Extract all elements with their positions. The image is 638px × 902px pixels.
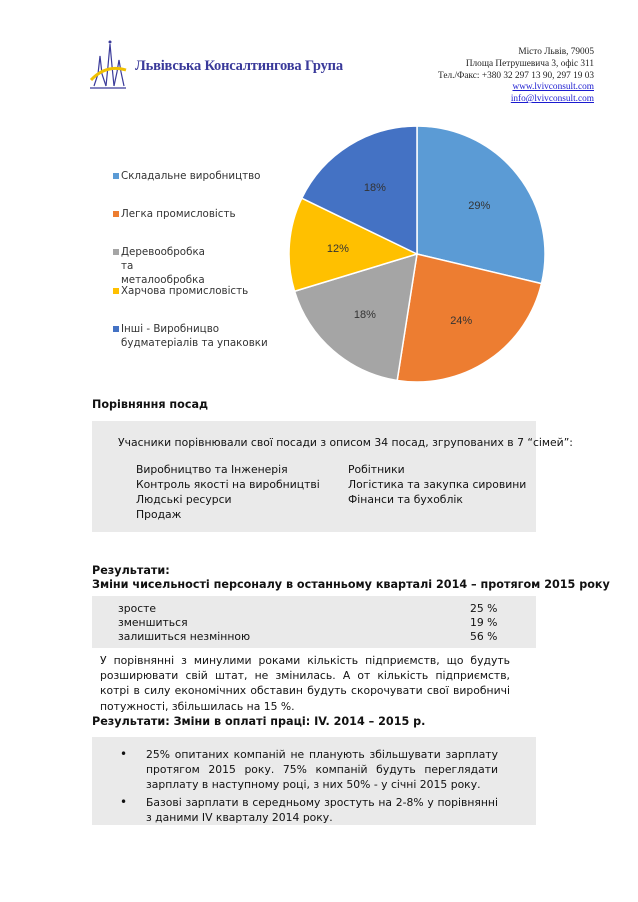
- legend-swatch: [113, 211, 119, 217]
- bullet-icon: •: [120, 794, 128, 809]
- pie-data-label: 29%: [468, 199, 491, 212]
- row-value: 19 %: [470, 616, 498, 629]
- phone-line: Тел./Факс: +380 32 297 13 90, 297 19 03: [438, 70, 594, 81]
- position-family: Робітники: [348, 463, 405, 476]
- legend-swatch: [113, 326, 119, 332]
- position-family: Логістика та закупка сировини: [348, 478, 527, 491]
- row-value: 56 %: [470, 630, 498, 643]
- email-link[interactable]: info@lvivconsult.com: [510, 94, 594, 105]
- list-item: [120, 794, 498, 825]
- headcount-paragraph: У порівнянні з минулими роками кількість підприємств, що будуть розширювати свій штат, не змінилась. А от кількість підприємств, котрі в силу економічних обставин будуть скорочувати свої виробничі потужності, збільшилась на 15 %.: [100, 654, 510, 713]
- results-title: Результати:: [92, 564, 170, 577]
- pie-data-label: 12%: [326, 242, 349, 255]
- pie-data-label: 18%: [363, 181, 386, 194]
- address-line: Площа Петрушевича 3, офіс 311: [465, 58, 594, 69]
- legend-label: Складальне виробництво: [121, 170, 261, 182]
- legend-item: [113, 207, 291, 221]
- legend-item: [113, 169, 291, 183]
- legend-swatch: [113, 288, 119, 294]
- company-name: Львівська Консалтингова Група: [135, 58, 343, 74]
- wages-bullet-list: [106, 747, 574, 827]
- positions-box: [92, 421, 573, 532]
- legend-label: Інші - Виробницво будматеріалів та упаковки: [121, 323, 268, 349]
- positions-intro: Учасники порівнювали свої посади з описом 34 посад, згрупованих в 7 “сімей”:: [118, 436, 573, 449]
- bullet-text: 25% опитаних компаній не планують збільшувати зарплату протягом 2015 року. 75% компаній будуть переглядати зарплату в наступному році, з них 50% - у січні 2015 року.: [146, 748, 498, 792]
- address-line: Місто Львів, 79005: [518, 47, 594, 57]
- contact-block: [438, 47, 594, 106]
- legend-swatch: [113, 249, 119, 255]
- pie-data-label: 24%: [450, 314, 473, 327]
- website-link[interactable]: www.lvivconsult.com: [512, 82, 594, 93]
- pie-data-label: 18%: [353, 308, 376, 321]
- letterhead: [0, 0, 638, 110]
- company-logo-icon: [88, 36, 128, 92]
- section-title-positions: Порівняння посад: [92, 398, 209, 411]
- row-label: зменшиться: [118, 616, 188, 629]
- position-family: Людські ресурси: [136, 493, 232, 506]
- wages-title: Результати: Зміни в оплаті праці: IV. 2014 – 2015 р.: [92, 715, 426, 728]
- bullet-text: Базові зарплати в середньому зростуть на 2-8% у порівнянні з даними IV кварталу 2014 року.: [146, 795, 498, 824]
- position-family: Продаж: [136, 508, 182, 521]
- legend-item: [113, 284, 291, 298]
- position-family: Виробництво та Інженерія: [136, 463, 288, 476]
- position-family: Контроль якості на виробництві: [136, 478, 320, 491]
- bullet-icon: •: [120, 747, 128, 761]
- legend-swatch: [113, 173, 119, 179]
- results-subtitle: Зміни чисельності персоналу в останньому кварталі 2014 – протягом 2015 року: [92, 578, 610, 591]
- legend-item: [113, 322, 286, 350]
- list-item: [120, 747, 498, 793]
- legend-label: Харчова промисловість: [121, 285, 249, 297]
- row-value: 25 %: [470, 602, 498, 615]
- legend-label: Легка промисловість: [121, 208, 236, 220]
- position-family: Фінанси та бухоблік: [348, 493, 463, 506]
- legend-label: Деревообробка та металообробка: [121, 246, 205, 286]
- row-label: зросте: [118, 602, 157, 615]
- headcount-table: [92, 596, 536, 648]
- legend-item: [113, 245, 216, 287]
- row-label: залишиться незмінною: [118, 630, 251, 643]
